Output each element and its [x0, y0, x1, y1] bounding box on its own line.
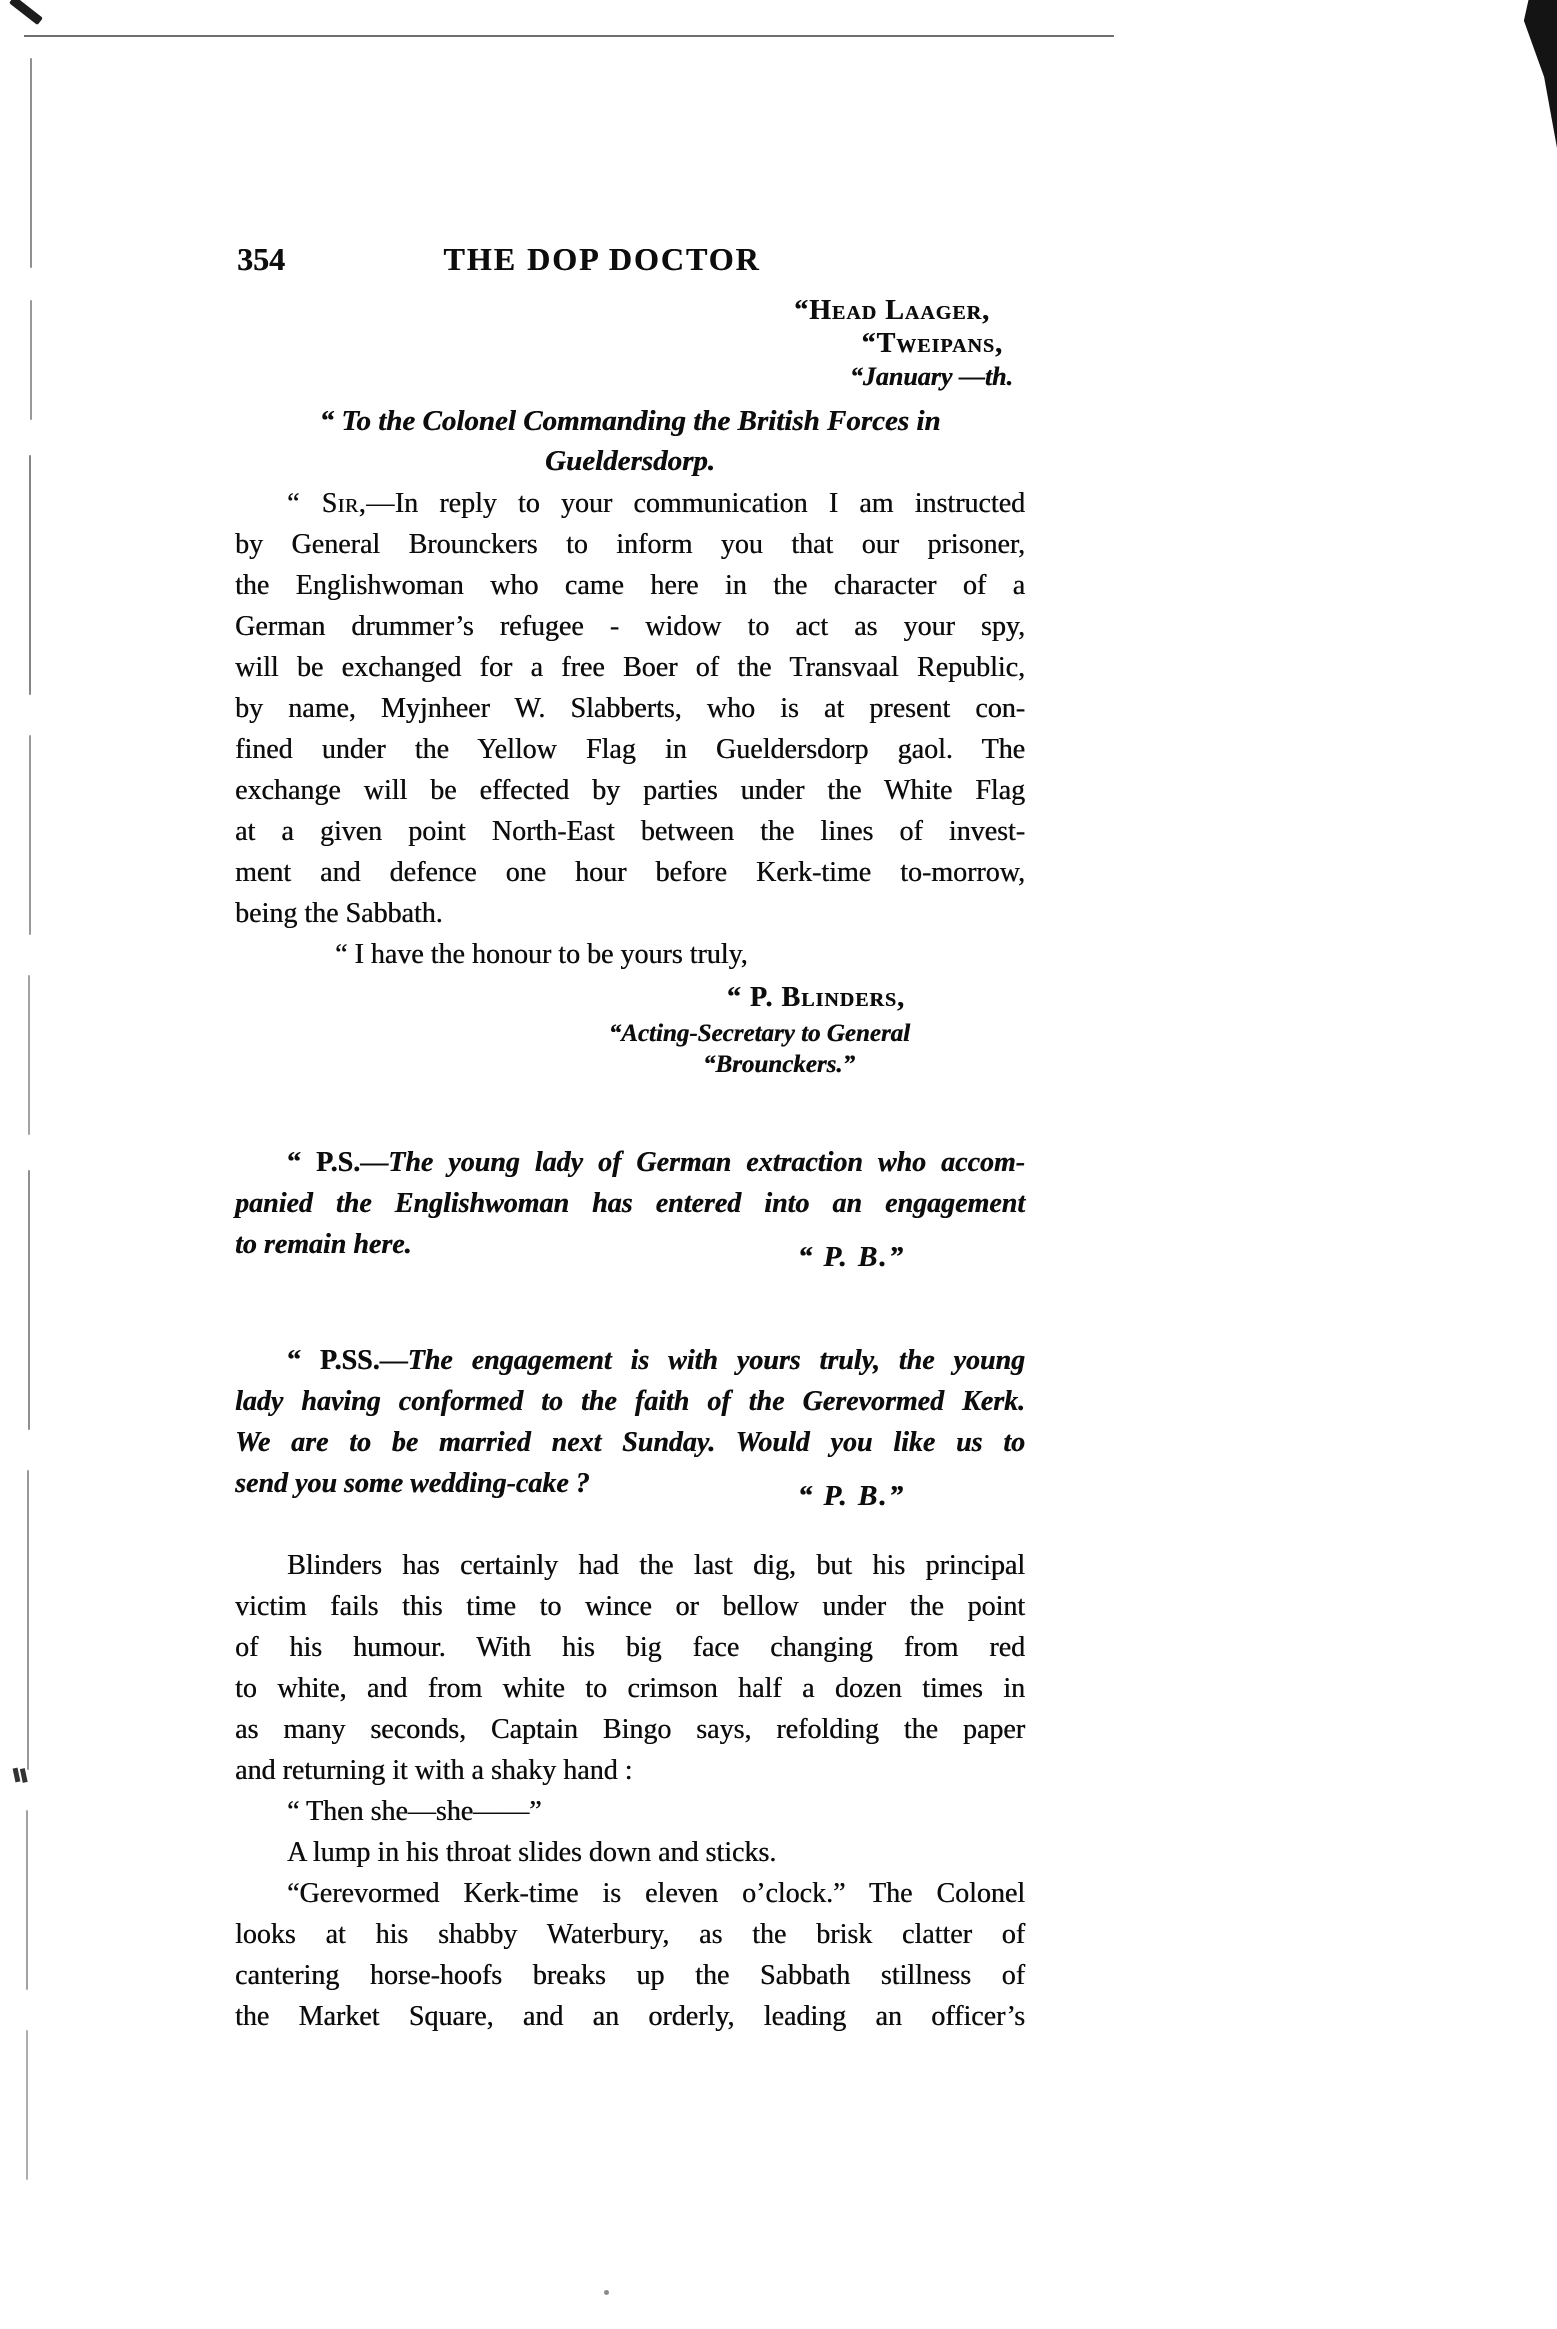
text-column [235, 0, 1025, 2037]
letter-opening-line [235, 483, 1025, 524]
letter-body [235, 483, 1025, 1080]
text-line: will be exchanged for a free Boer of the Transvaal Republic, [235, 652, 1025, 683]
text-line: the Englishwoman who came here in the character of a [235, 570, 1025, 601]
text-line: “Gerevormed Kerk-time is eleven o’clock.” The Colonel [287, 1878, 1025, 1909]
running-title: THE DOP DOCTOR [443, 241, 761, 277]
text-line: fined under the Yellow Flag in Gueldersdorp gaol. The [235, 734, 1025, 765]
text-line: panied the Englishwoman has entered into an engagement [235, 1188, 1025, 1219]
signature-role-line: “Brounckers.” [702, 1051, 855, 1078]
letter-salutation [235, 401, 1025, 481]
pss-prefix: “ P.SS.— [287, 1345, 408, 1376]
text-line: at a given point North-East between the lines of invest- [235, 816, 1025, 847]
text-line: being the Sabbath. [235, 898, 443, 929]
letterhead-location: “Tweipans, [861, 328, 1003, 359]
scan-edge-line-artifact [29, 455, 31, 695]
text-line: exchange will be effected by parties under the White Flag [235, 775, 1025, 806]
narrative-dialogue-line: “ Then she—she——” [287, 1796, 542, 1827]
text-line: lady having conformed to the faith of the Gerevormed Kerk. [235, 1386, 1025, 1417]
ps-prefix: “ P.S.— [287, 1147, 389, 1178]
scan-edge-line-artifact [27, 1470, 29, 1770]
letterhead [235, 294, 1025, 393]
signature-role-line: “Acting-Secretary to General [608, 1020, 910, 1047]
letter-signature-name: “ P. Blinders, [726, 982, 905, 1013]
scan-edge-line-artifact [30, 58, 32, 268]
ps-signature: “ P. B.” [797, 1241, 905, 1273]
text-line: by General Brounckers to inform you that our prisoner, [235, 529, 1025, 560]
letterhead-date: “January —th. [849, 362, 1013, 391]
text-line: cantering horse-hoofs breaks up the Sabbath stillness of [235, 1960, 1025, 1991]
text-line: victim fails this time to wince or bellow under the point [235, 1591, 1025, 1622]
letter-body-lines [235, 524, 1025, 934]
scan-edge-line-artifact [28, 1170, 30, 1430]
pss-opening-line [235, 1340, 1025, 1381]
ps-first-line: The young lady of German extraction who accom- [388, 1147, 1025, 1178]
scan-edge-line-artifact [29, 735, 31, 935]
scan-dark-corner-artifact [1511, 0, 1557, 148]
narrative-line: A lump in his throat slides down and sticks. [287, 1837, 777, 1868]
text-line: the Market Square, and an orderly, leading an officer’s [235, 2001, 1025, 2032]
text-line: Blinders has certainly had the last dig, but his principal [287, 1550, 1025, 1581]
ps-opening-line [235, 1142, 1025, 1183]
text-line: We are to be married next Sunday. Would you like us to [235, 1427, 1025, 1458]
scan-edge-line-artifact [28, 975, 30, 1135]
text-line: by name, Myjnheer W. Slabberts, who is at present con- [235, 693, 1025, 724]
letter-sir-prefix: “ Sir,— [287, 488, 395, 519]
letter-signature-role [235, 1018, 1025, 1080]
page-number: 354 [237, 241, 285, 277]
letter-opening-rest: In reply to your communication I am instructed [394, 488, 1026, 519]
text-line: looks at his shabby Waterbury, as the brisk clatter of [235, 1919, 1025, 1950]
pss-first-line: The engagement is with yours truly, the young [407, 1345, 1025, 1376]
scan-margin-mark-artifact [13, 1768, 21, 1783]
scan-speck-artifact [604, 2290, 609, 2295]
narrative-paragraph-1 [235, 1545, 1025, 1791]
text-line: to remain here. [235, 1229, 412, 1260]
letter-valediction: “ I have the honour to be yours truly, [335, 939, 748, 970]
scan-corner-mark-artifact [9, 0, 43, 25]
scan-edge-line-artifact [26, 1810, 28, 1990]
text-line: and returning it with a shaky hand : [235, 1755, 633, 1786]
text-line: send you some wedding-cake ? [235, 1468, 590, 1499]
letterhead-place: “Head Laager, [794, 295, 990, 326]
scan-edge-line-artifact [26, 2030, 28, 2180]
text-line: as many seconds, Captain Bingo says, refolding the paper [235, 1714, 1025, 1745]
page-header [235, 241, 1025, 277]
text-line: of his humour. With his big face changing from red [235, 1632, 1025, 1663]
scan-edge-line-artifact [30, 300, 32, 420]
salutation-line: “ To the Colonel Commanding the British Forces in [319, 405, 941, 437]
text-line: to white, and from white to crimson half a dozen times in [235, 1673, 1025, 1704]
pss-signature: “ P. B.” [797, 1480, 905, 1512]
text-line: German drummer’s refugee - widow to act as your spy, [235, 611, 1025, 642]
salutation-line: Gueldersdorp. [545, 445, 715, 477]
narrative-paragraph-2 [235, 1873, 1025, 2037]
text-line: ment and defence one hour before Kerk-time to-morrow, [235, 857, 1025, 888]
